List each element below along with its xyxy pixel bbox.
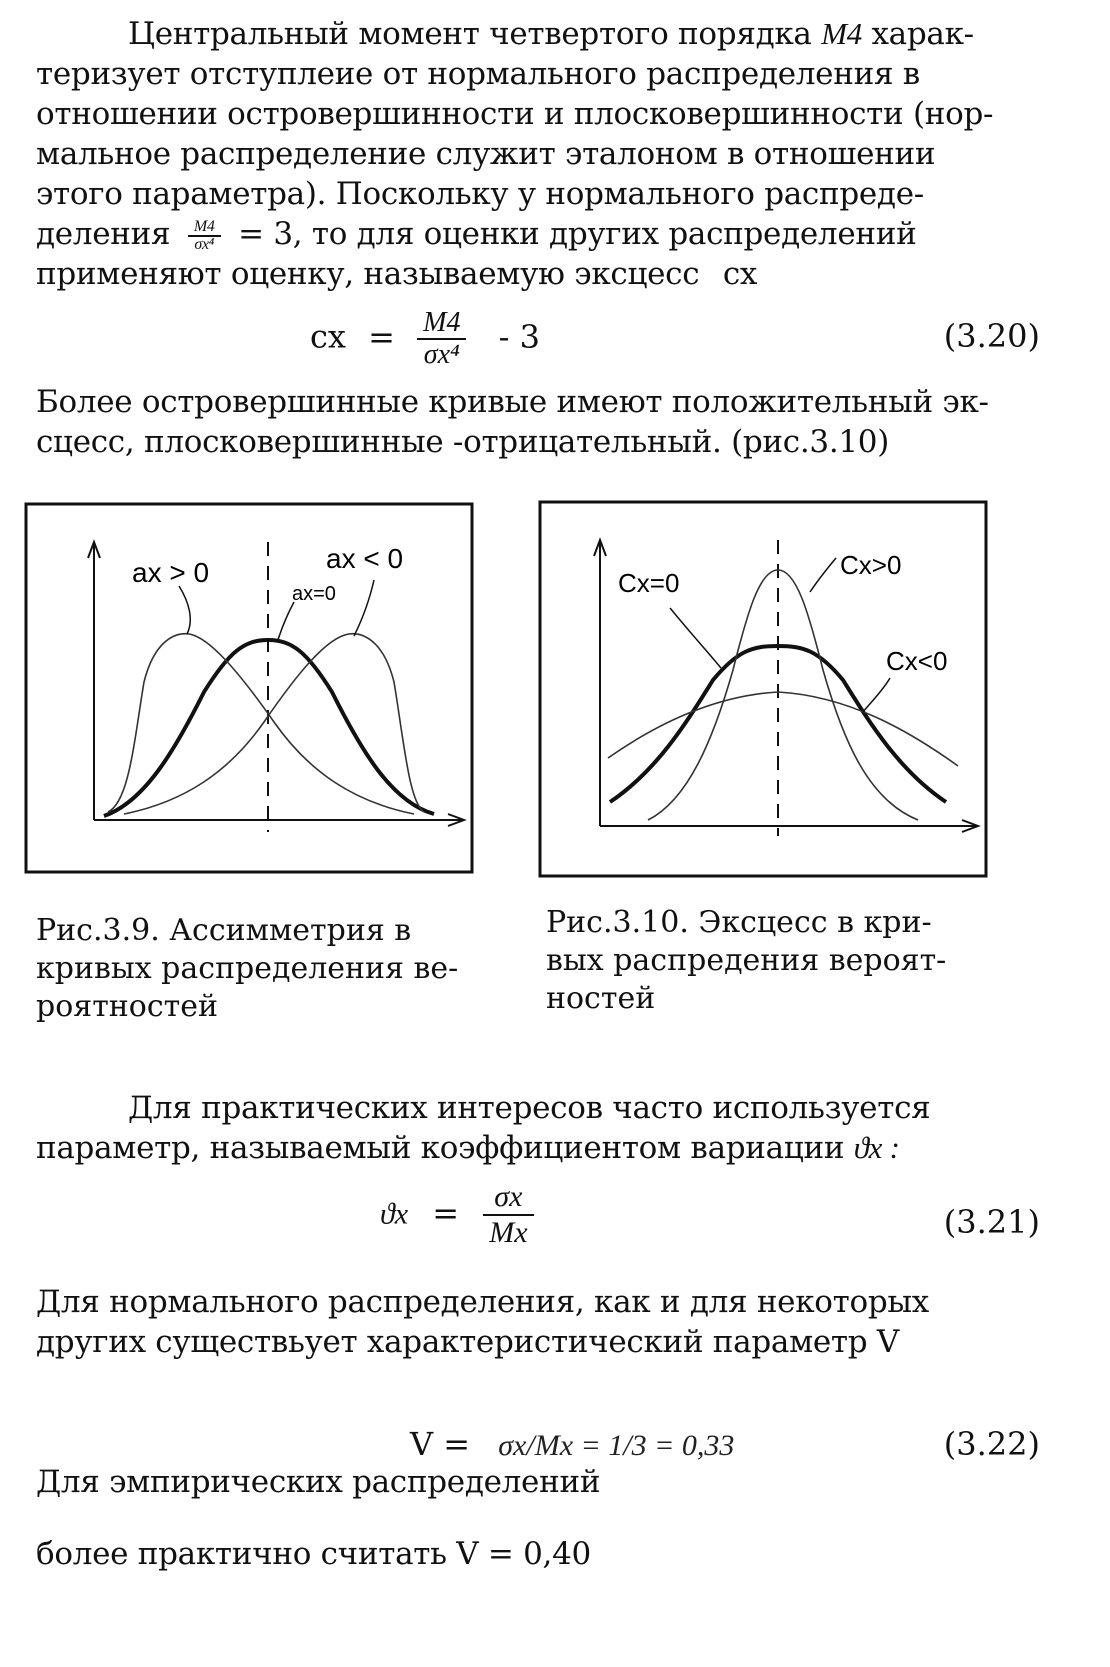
formula-lhs: cx	[310, 317, 346, 356]
caption-line: Рис.3.10. Эксцесс в кри-	[546, 905, 932, 940]
figure-frame	[540, 502, 986, 876]
symbol-vx: ϑx :	[853, 1130, 900, 1165]
leader-line	[278, 602, 294, 640]
fraction-denominator: σx⁴	[194, 235, 215, 253]
fraction-numerator: M4	[417, 308, 466, 340]
caption-line: роятностей	[36, 989, 218, 1024]
formula-equals: =	[368, 317, 395, 356]
caption-line: Рис.3.9. Ассимметрия в	[36, 913, 412, 948]
fraction-numerator: σx	[483, 1180, 533, 1216]
fraction-denominator: Mx	[489, 1216, 528, 1249]
text-line: Для практических интересов часто используется	[128, 1090, 931, 1126]
leader-line	[354, 580, 374, 636]
caption-line: вых распредения вероят-	[546, 943, 947, 978]
text-line	[36, 254, 757, 294]
equation-number: (3.20)	[943, 317, 1040, 355]
formula-3-20	[310, 308, 540, 370]
text-span: применяют оценку, называемую эксцесс	[36, 256, 700, 292]
text-line	[128, 14, 974, 54]
formula-rhs: - 3	[498, 317, 540, 356]
curve-positive-skew	[108, 634, 414, 814]
text-line: мальное распределение служит эталоном в отношении	[36, 136, 936, 172]
label-ax-zero: ax=0	[292, 583, 336, 605]
caption-line: ностей	[546, 981, 656, 1016]
fraction-denominator: σx⁴	[423, 339, 460, 370]
label-ax-pos: ax > 0	[132, 557, 210, 588]
formula-fraction	[483, 1180, 533, 1250]
formula-lhs: ϑx	[380, 1197, 409, 1231]
figure-3-9	[24, 502, 474, 874]
equation-number: (3.22)	[943, 1425, 1040, 1463]
text-span: параметр, называемый коэффициентом вариации	[36, 1130, 845, 1166]
text-line	[36, 1128, 900, 1168]
label-cx-zero: Cx=0	[618, 568, 680, 598]
symbol-m4: M4	[821, 16, 862, 51]
formula-3-22	[410, 1424, 734, 1466]
formula-3-21	[380, 1180, 534, 1250]
text-span: харак-	[871, 16, 974, 52]
text-line: теризует отступлеие от нормального распределения в	[36, 56, 920, 92]
text-span: Центральный момент четвертого порядка	[128, 16, 812, 52]
text-line: отношении островершинности и плосковершинности (нор-	[36, 96, 994, 132]
formula-equals: =	[432, 1193, 460, 1232]
equation-number: (3.21)	[943, 1203, 1040, 1241]
text-span: деления	[36, 216, 171, 252]
text-line: Для эмпирических распределений	[36, 1464, 601, 1500]
caption-line: кривых распределения ве-	[36, 951, 459, 986]
inline-fraction	[188, 219, 221, 253]
caption-fig-3-9	[36, 912, 496, 1026]
leader-line	[670, 608, 721, 668]
text-line: этого параметра). Поскольку у нормального распреде-	[36, 176, 924, 212]
leader-line	[810, 558, 836, 592]
caption-fig-3-10	[546, 904, 996, 1018]
text-line: других существьует характеристический параметр V	[36, 1324, 899, 1360]
leader-line	[179, 586, 190, 634]
label-ax-neg: ax < 0	[326, 543, 404, 574]
figure-3-10	[538, 500, 988, 878]
formula-handwritten: σx/Mx = 1/3 = 0,33	[498, 1429, 735, 1462]
formula-lhs: V =	[410, 1425, 471, 1463]
formula-fraction	[417, 308, 466, 370]
text-span: = 3, то для оценки других распределений	[238, 216, 917, 252]
fraction-numerator: M4	[188, 219, 221, 237]
label-cx-neg: Cx<0	[886, 646, 948, 676]
text-line: более практично считать V = 0,40	[36, 1536, 591, 1572]
symbol-cx: cx	[722, 256, 758, 292]
text-line: Более островершинные кривые имеют положительный эк-	[36, 384, 989, 420]
text-line: Для нормального распределения, как и для некоторых	[36, 1284, 929, 1320]
label-cx-pos: Cx>0	[840, 550, 902, 580]
leader-line	[863, 678, 890, 712]
curve-negative-skew	[124, 634, 424, 814]
text-line	[36, 214, 916, 254]
text-line: сцесс, плосковершинные -отрицательный. (рис.3.10)	[36, 424, 890, 460]
